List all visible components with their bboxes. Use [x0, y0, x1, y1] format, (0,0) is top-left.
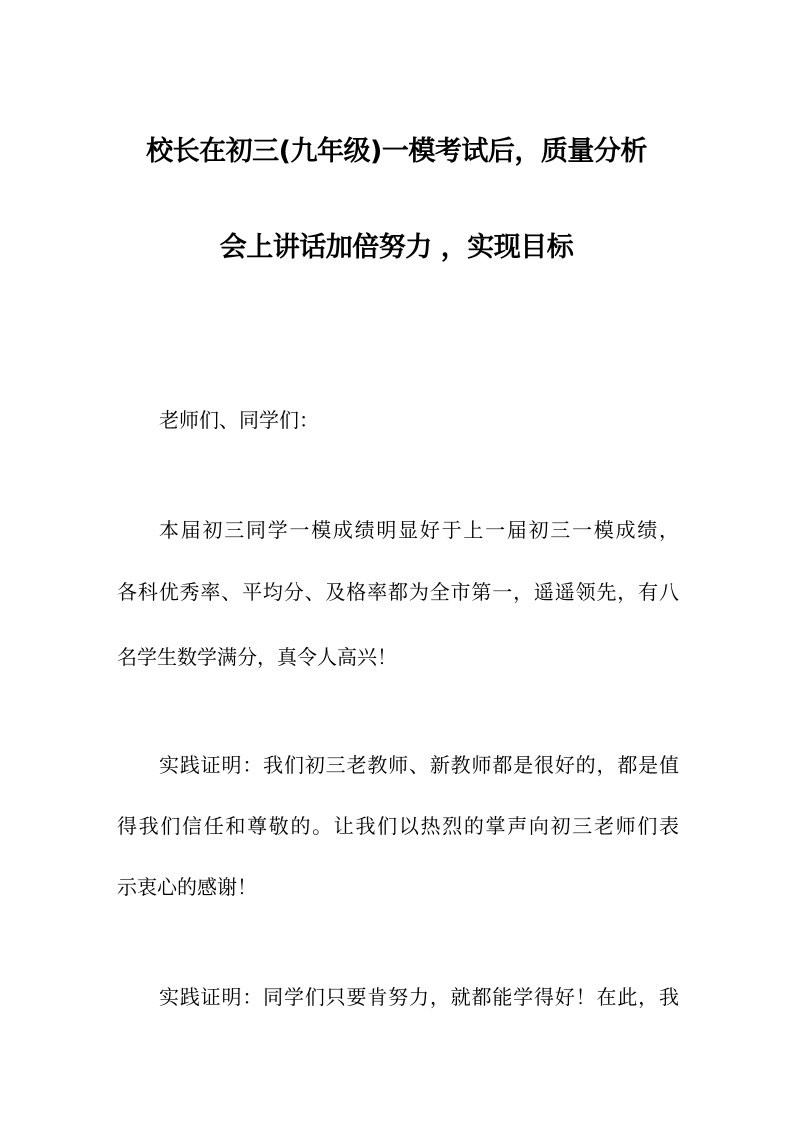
title-line-1: 校长在初三(九年级)一模考试后，质量分析 — [146, 136, 647, 167]
paragraph-2-line-2: 得我们信任和尊敬的。让我们以热烈的掌声向初三老师们表 — [117, 814, 679, 838]
paragraph-3-line-1: 实践证明：同学们只要肯努力，就都能学得好！在此，我 — [159, 985, 679, 1009]
paragraph-1-line-2: 各科优秀率、平均分、及格率都为全市第一，遥遥领先，有八 — [117, 580, 679, 604]
paragraph-1-line-3: 名学生数学满分，真令人高兴！ — [117, 645, 397, 669]
greeting: 老师们、同学们： — [159, 408, 319, 432]
paragraph-2-line-3: 示衷心的感谢！ — [117, 875, 257, 899]
paragraph-2-line-1: 实践证明：我们初三老教师、新教师都是很好的，都是值 — [159, 753, 679, 777]
title-line-2: 会上讲话加倍努力 ，实现目标 — [219, 232, 574, 263]
paragraph-1-line-1: 本届初三同学一模成绩明显好于上一届初三一模成绩， — [159, 518, 679, 542]
